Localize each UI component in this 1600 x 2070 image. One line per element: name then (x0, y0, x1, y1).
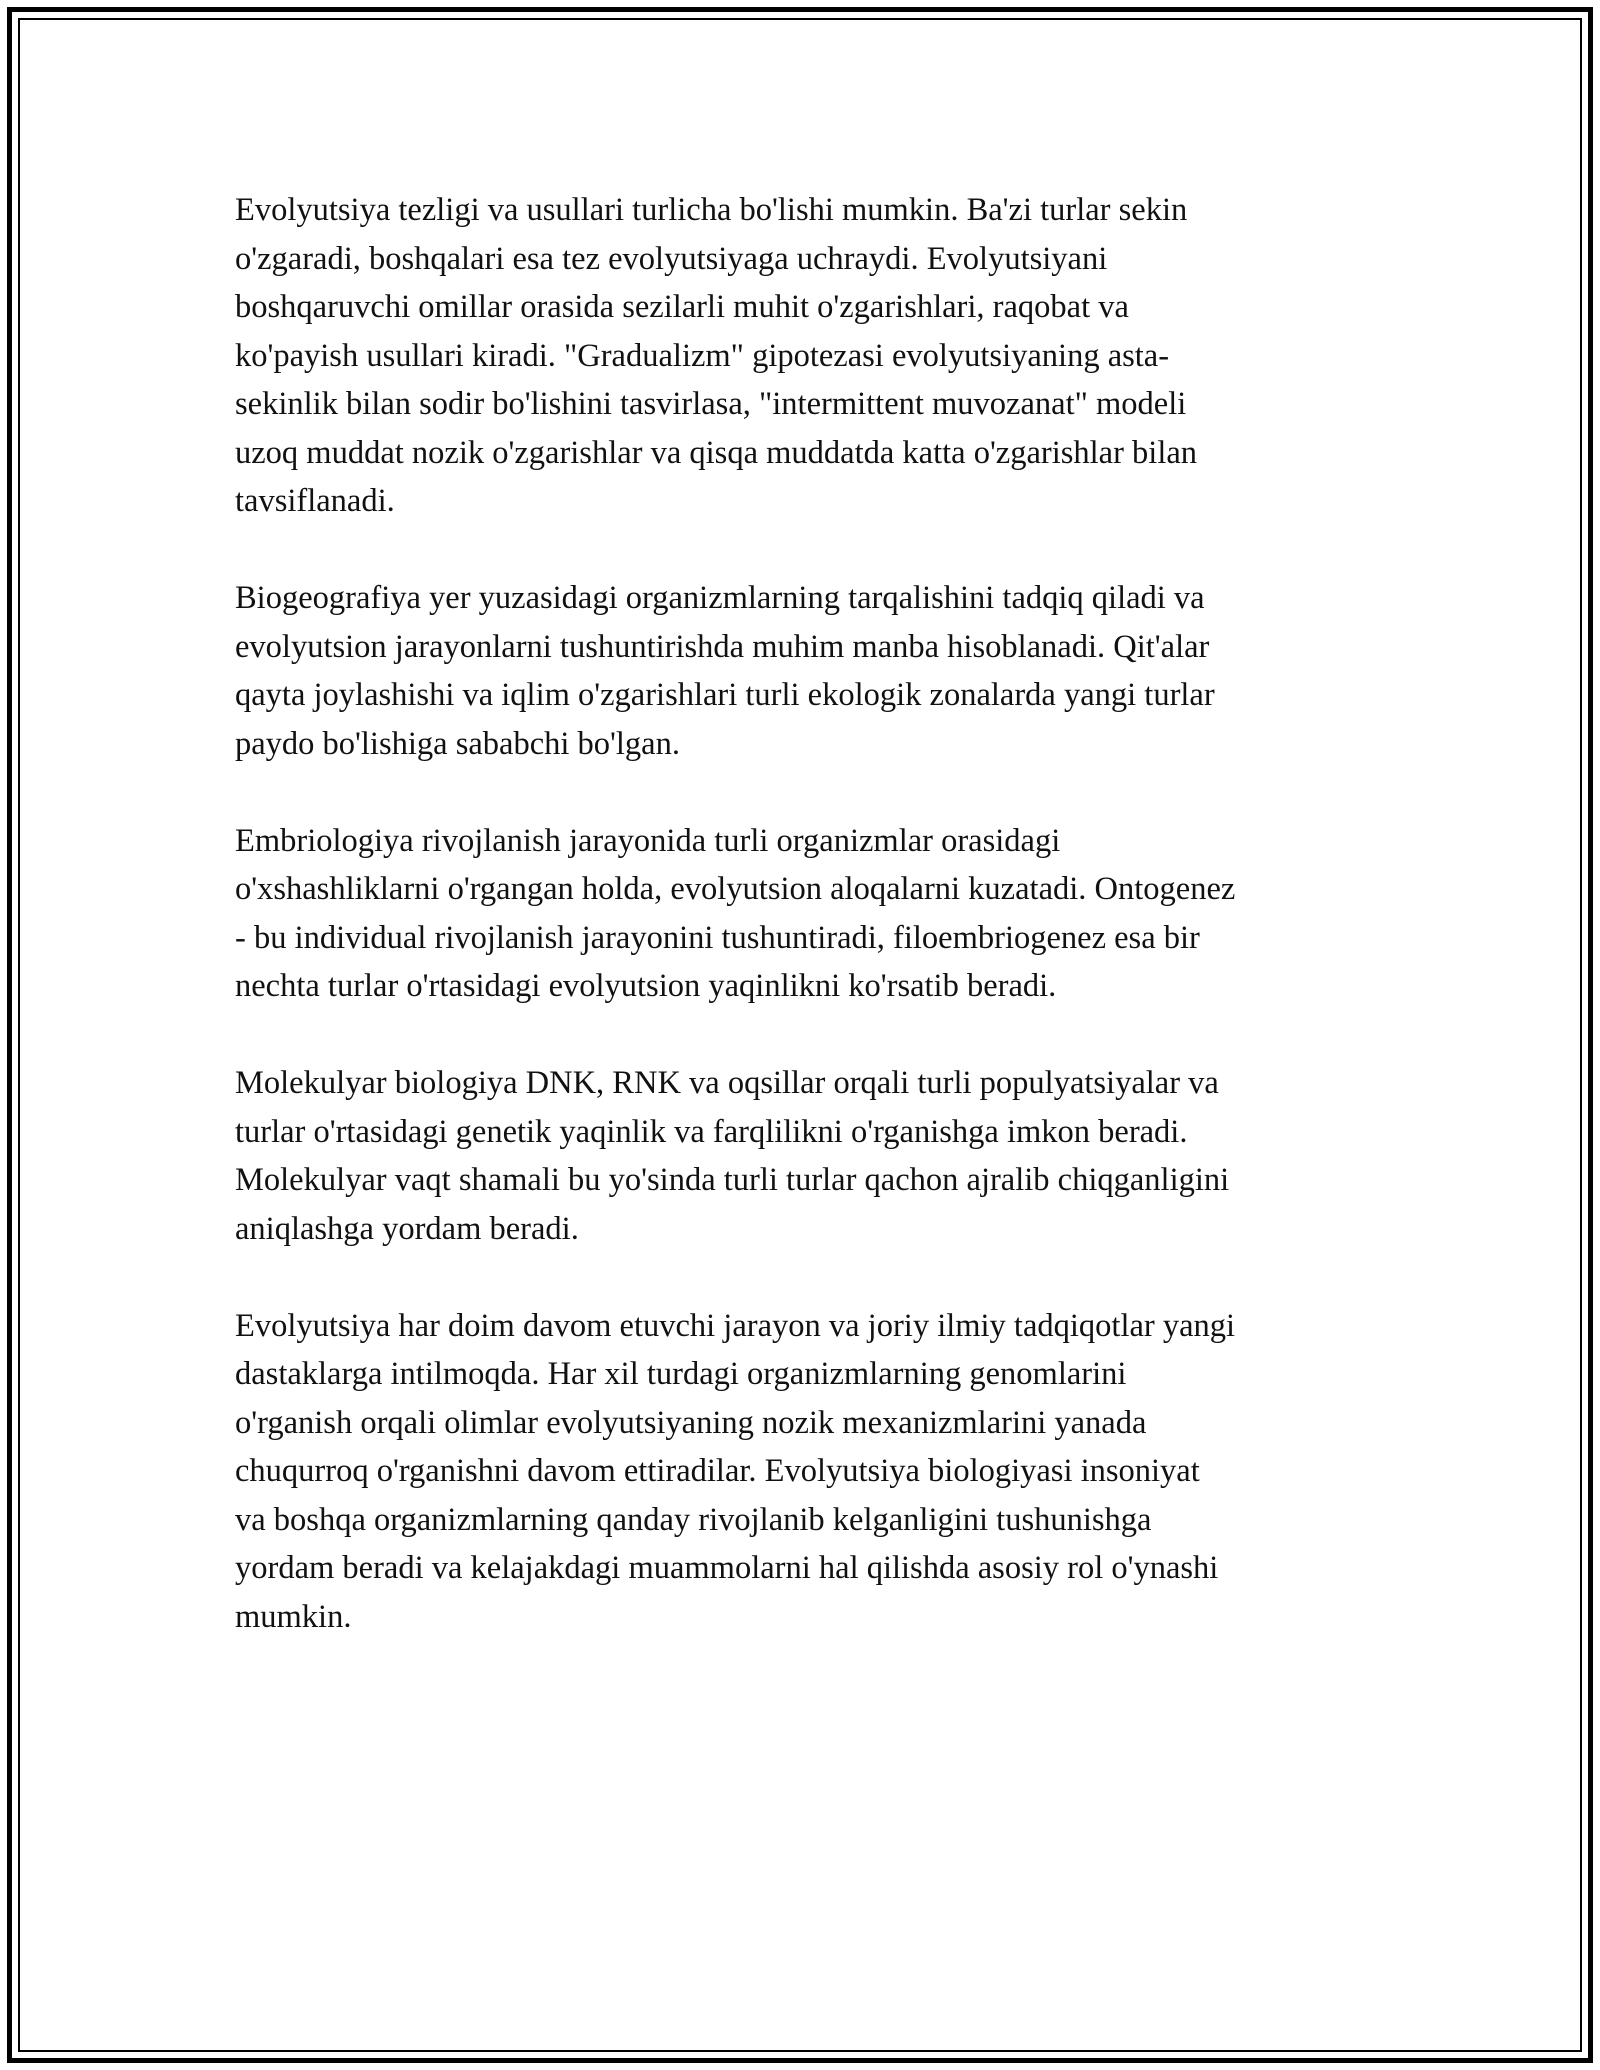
text-line: qayta joylashishi va iqlim o'zgarishlari turli ekologik zonalarda yangi turlar (235, 677, 1215, 713)
text-line: mumkin. (235, 1598, 352, 1635)
text-line: turlar o'rtasidagi genetik yaqinlik va farqlilikni o'rganishga imkon beradi. (235, 1113, 1188, 1150)
text-line: Biogeografiya yer yuzasidagi organizmlarning tarqalishini tadqiq qiladi va (235, 580, 1205, 616)
text-line: sekinlik bilan sodir bo'lishini tasvirlasa, "intermittent muvozanat" modeli (235, 386, 1187, 422)
paragraph-ongoing-research (235, 1302, 1375, 1642)
text-line: paydo bo'lishiga sababchi bo'lgan. (235, 725, 680, 762)
paragraph-molecular-biology (235, 1059, 1375, 1253)
paragraph-biogeography (235, 574, 1375, 768)
paragraph-evolution-speed (235, 186, 1375, 526)
text-line: tavsiflanadi. (235, 483, 395, 519)
text-line: Embriologiya rivojlanish jarayonida turli organizmlar orasidagi (235, 822, 1061, 859)
text-line: o'rganish orqali olimlar evolyutsiyaning nozik mexanizmlarini yanada (235, 1404, 1147, 1441)
text-line: - bu individual rivojlanish jarayonini tushuntiradi, filoembriogenez esa bir (235, 919, 1200, 956)
text-line: va boshqa organizmlarning qanday rivojlanib kelganligini tushunishga (235, 1501, 1152, 1538)
document-body (235, 186, 1375, 1690)
text-line: o'zgaradi, boshqalari esa tez evolyutsiyaga uchraydi. Evolyutsiyani (235, 240, 1108, 277)
text-line: Molekulyar vaqt shamali bu yo'sinda turli turlar qachon ajralib chiqganligini (235, 1162, 1230, 1198)
text-line: Evolyutsiya tezligi va usullari turlicha bo'lishi mumkin. Ba'zi turlar sekin (235, 192, 1188, 228)
paragraph-embryology (235, 817, 1375, 1011)
text-line: o'xshashliklarni o'rgangan holda, evolyutsion aloqalarni kuzatadi. Ontogenez (235, 871, 1236, 907)
text-line: chuqurroq o'rganishni davom ettiradilar. Evolyutsiya biologiyasi insoniyat (235, 1453, 1200, 1489)
text-line: uzoq muddat nozik o'zgarishlar va qisqa muddatda katta o'zgarishlar bilan (235, 434, 1198, 471)
text-line: Evolyutsiya har doim davom etuvchi jarayon va joriy ilmiy tadqiqotlar yangi (235, 1307, 1236, 1344)
text-line: yordam beradi va kelajakdagi muammolarni hal qilishda asosiy rol o'ynashi (235, 1550, 1219, 1586)
text-line: dastaklarga intilmoqda. Har xil turdagi organizmlarning genomlarini (235, 1356, 1127, 1392)
text-line: nechta turlar o'rtasidagi evolyutsion yaqinlikni ko'rsatib beradi. (235, 968, 1057, 1004)
text-line: boshqaruvchi omillar orasida sezilarli muhit o'zgarishlari, raqobat va (235, 289, 1129, 325)
text-line: Molekulyar biologiya DNK, RNK va oqsillar orqali turli populyatsiyalar va (235, 1065, 1219, 1101)
text-line: aniqlashga yordam beradi. (235, 1210, 579, 1247)
text-line: evolyutsion jarayonlarni tushuntirishda muhim manba hisoblanadi. Qit'alar (235, 628, 1210, 665)
text-line: ko'payish usullari kiradi. "Gradualizm" gipotezasi evolyutsiyaning asta- (235, 337, 1170, 374)
